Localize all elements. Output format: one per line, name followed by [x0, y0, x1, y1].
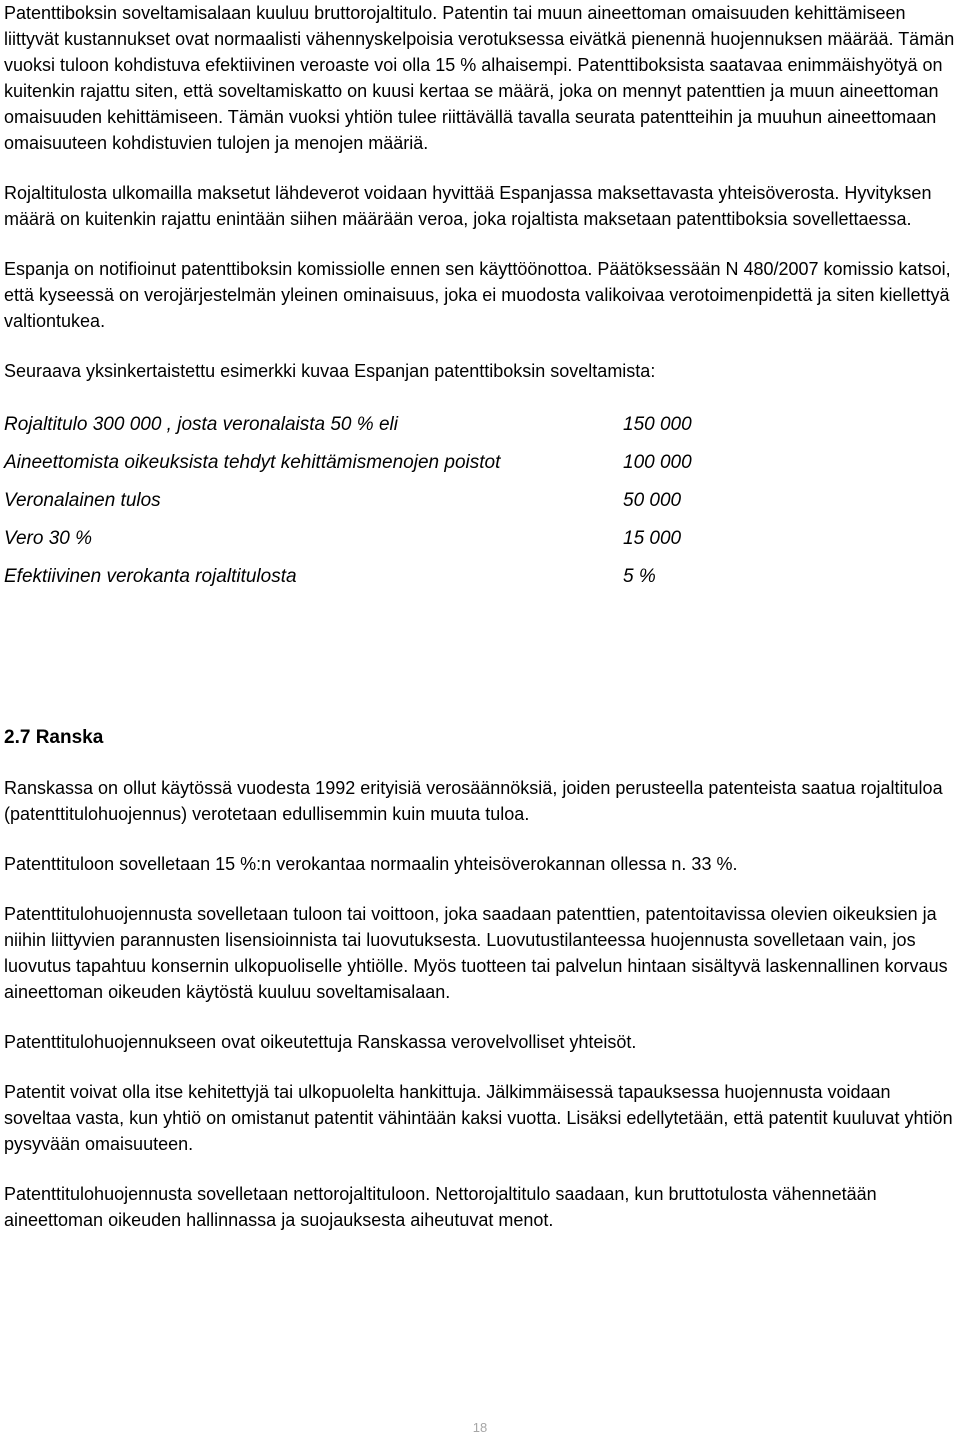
- example-label: Veronalainen tulos: [4, 490, 161, 511]
- example-row: [4, 520, 956, 558]
- example-value: 100 000: [623, 452, 692, 473]
- body-paragraph: Patenttitulohuojennusta sovelletaan nettorojaltituloon. Nettorojaltitulo saadaan, kun bruttotulosta vähennetään aineettoman oikeuden hallinnassa ja suojauksesta aiheutuvat menot.: [4, 1184, 877, 1230]
- example-row: [4, 444, 956, 482]
- example-label: Efektiivinen verokanta rojaltitulosta: [4, 566, 297, 587]
- example-value: 5 %: [623, 566, 656, 587]
- example-value: 50 000: [623, 490, 682, 511]
- section-heading: 2.7 Ranska: [4, 727, 104, 748]
- spain-section: [4, 0, 956, 596]
- body-paragraph: Ranskassa on ollut käytössä vuodesta 1992 erityisiä verosäännöksiä, joiden perusteella patenteista saatua rojaltituloa (patenttitulohuojennus) verotetaan edullisemmin kuin muuta tuloa.: [4, 778, 943, 824]
- example-label: Aineettomista oikeuksista tehdyt kehittämismenojen poistot: [4, 452, 501, 473]
- body-paragraph: Espanja on notifioinut patenttiboksin komissiolle ennen sen käyttöönottoa. Päätöksessään N 480/2007 komissio katsoi, että kyseessä on verojärjestelmän yleinen ominaisuus, joka ei muodosta valikoivaa verotoimenpidettä ja siten kiellettyä valtiontukea.: [4, 259, 951, 331]
- example-row: [4, 406, 956, 444]
- body-paragraph: Seuraava yksinkertaistettu esimerkki kuvaa Espanjan patenttiboksin soveltamista:: [4, 361, 656, 381]
- france-section: [4, 775, 956, 1233]
- example-value: 150 000: [623, 414, 692, 435]
- body-paragraph: Patenttitulohuojennusta sovelletaan tuloon tai voittoon, joka saadaan patenttien, patentoitavissa olevien oikeuksien ja niihin liittyvien parannusten lisensioinnista tai luovutuksesta. Luovutustilanteessa huojennusta sovelletaan vain, jos luovutus tapahtuu konsernin ulkopuoliselle yhtiölle. Myös tuotteen tai palvelun hintaan sisältyvä laskennallinen korvaus aineettoman oikeuden käytöstä kuuluu soveltamisalaan.: [4, 904, 948, 1002]
- body-paragraph: Patenttituloon sovelletaan 15 %:n verokantaa normaalin yhteisöverokannan ollessa n. 33 %.: [4, 854, 738, 874]
- document-page: [4, 0, 956, 1230]
- example-value: 15 000: [623, 528, 682, 549]
- example-label: Vero 30 %: [4, 528, 93, 549]
- page-number: 18: [472, 1420, 488, 1435]
- body-paragraph: Rojaltitulosta ulkomailla maksetut lähdeverot voidaan hyvittää Espanjassa maksettavasta yhteisöverosta. Hyvityksen määrä on kuitenkin rajattu enintään siihen määrään veroa, joka rojaltista maksetaan patenttiboksia sovellettaessa.: [4, 183, 932, 229]
- example-label: Rojaltitulo 300 000 , josta veronalaista 50 % eli: [4, 414, 398, 435]
- body-paragraph: Patentit voivat olla itse kehitettyjä tai ulkopuolelta hankittuja. Jälkimmäisessä tapauksessa huojennusta voidaan soveltaa vasta, kun yhtiö on omistanut patentit vähintään kaksi vuotta. Lisäksi edellytetään, että patentit kuuluvat yhtiön pysyvään omaisuuteen.: [4, 1082, 953, 1154]
- example-row: [4, 482, 956, 520]
- example-row: [4, 558, 956, 596]
- example-calculation: [4, 406, 956, 596]
- body-paragraph: Patenttitulohuojennukseen ovat oikeutettuja Ranskassa verovelvolliset yhteisöt.: [4, 1032, 637, 1052]
- body-paragraph: Patenttiboksin soveltamisalaan kuuluu bruttorojaltitulo. Patentin tai muun aineettoman omaisuuden kehittämiseen liittyvät kustannukset ovat normaalisti vähennyskelpoisia verotuksessa eivätkä pienennä huojennuksen määrää. Tämän vuoksi tuloon kohdistuva efektiivinen veroaste voi olla 15 % alhaisempi. Patenttiboksista saatavaa enimmäishyötyä on kuitenkin rajattu siten, että soveltamiskatto on kuusi kertaa se määrä, joka on mennyt patenttien ja muun aineettoman omaisuuden kehittämiseen. Tämän vuoksi yhtiön tulee riittävällä tavalla seurata patentteihin ja muuhun aineettomaan omaisuuteen kohdistuvien tulojen ja menojen määriä.: [4, 3, 955, 153]
